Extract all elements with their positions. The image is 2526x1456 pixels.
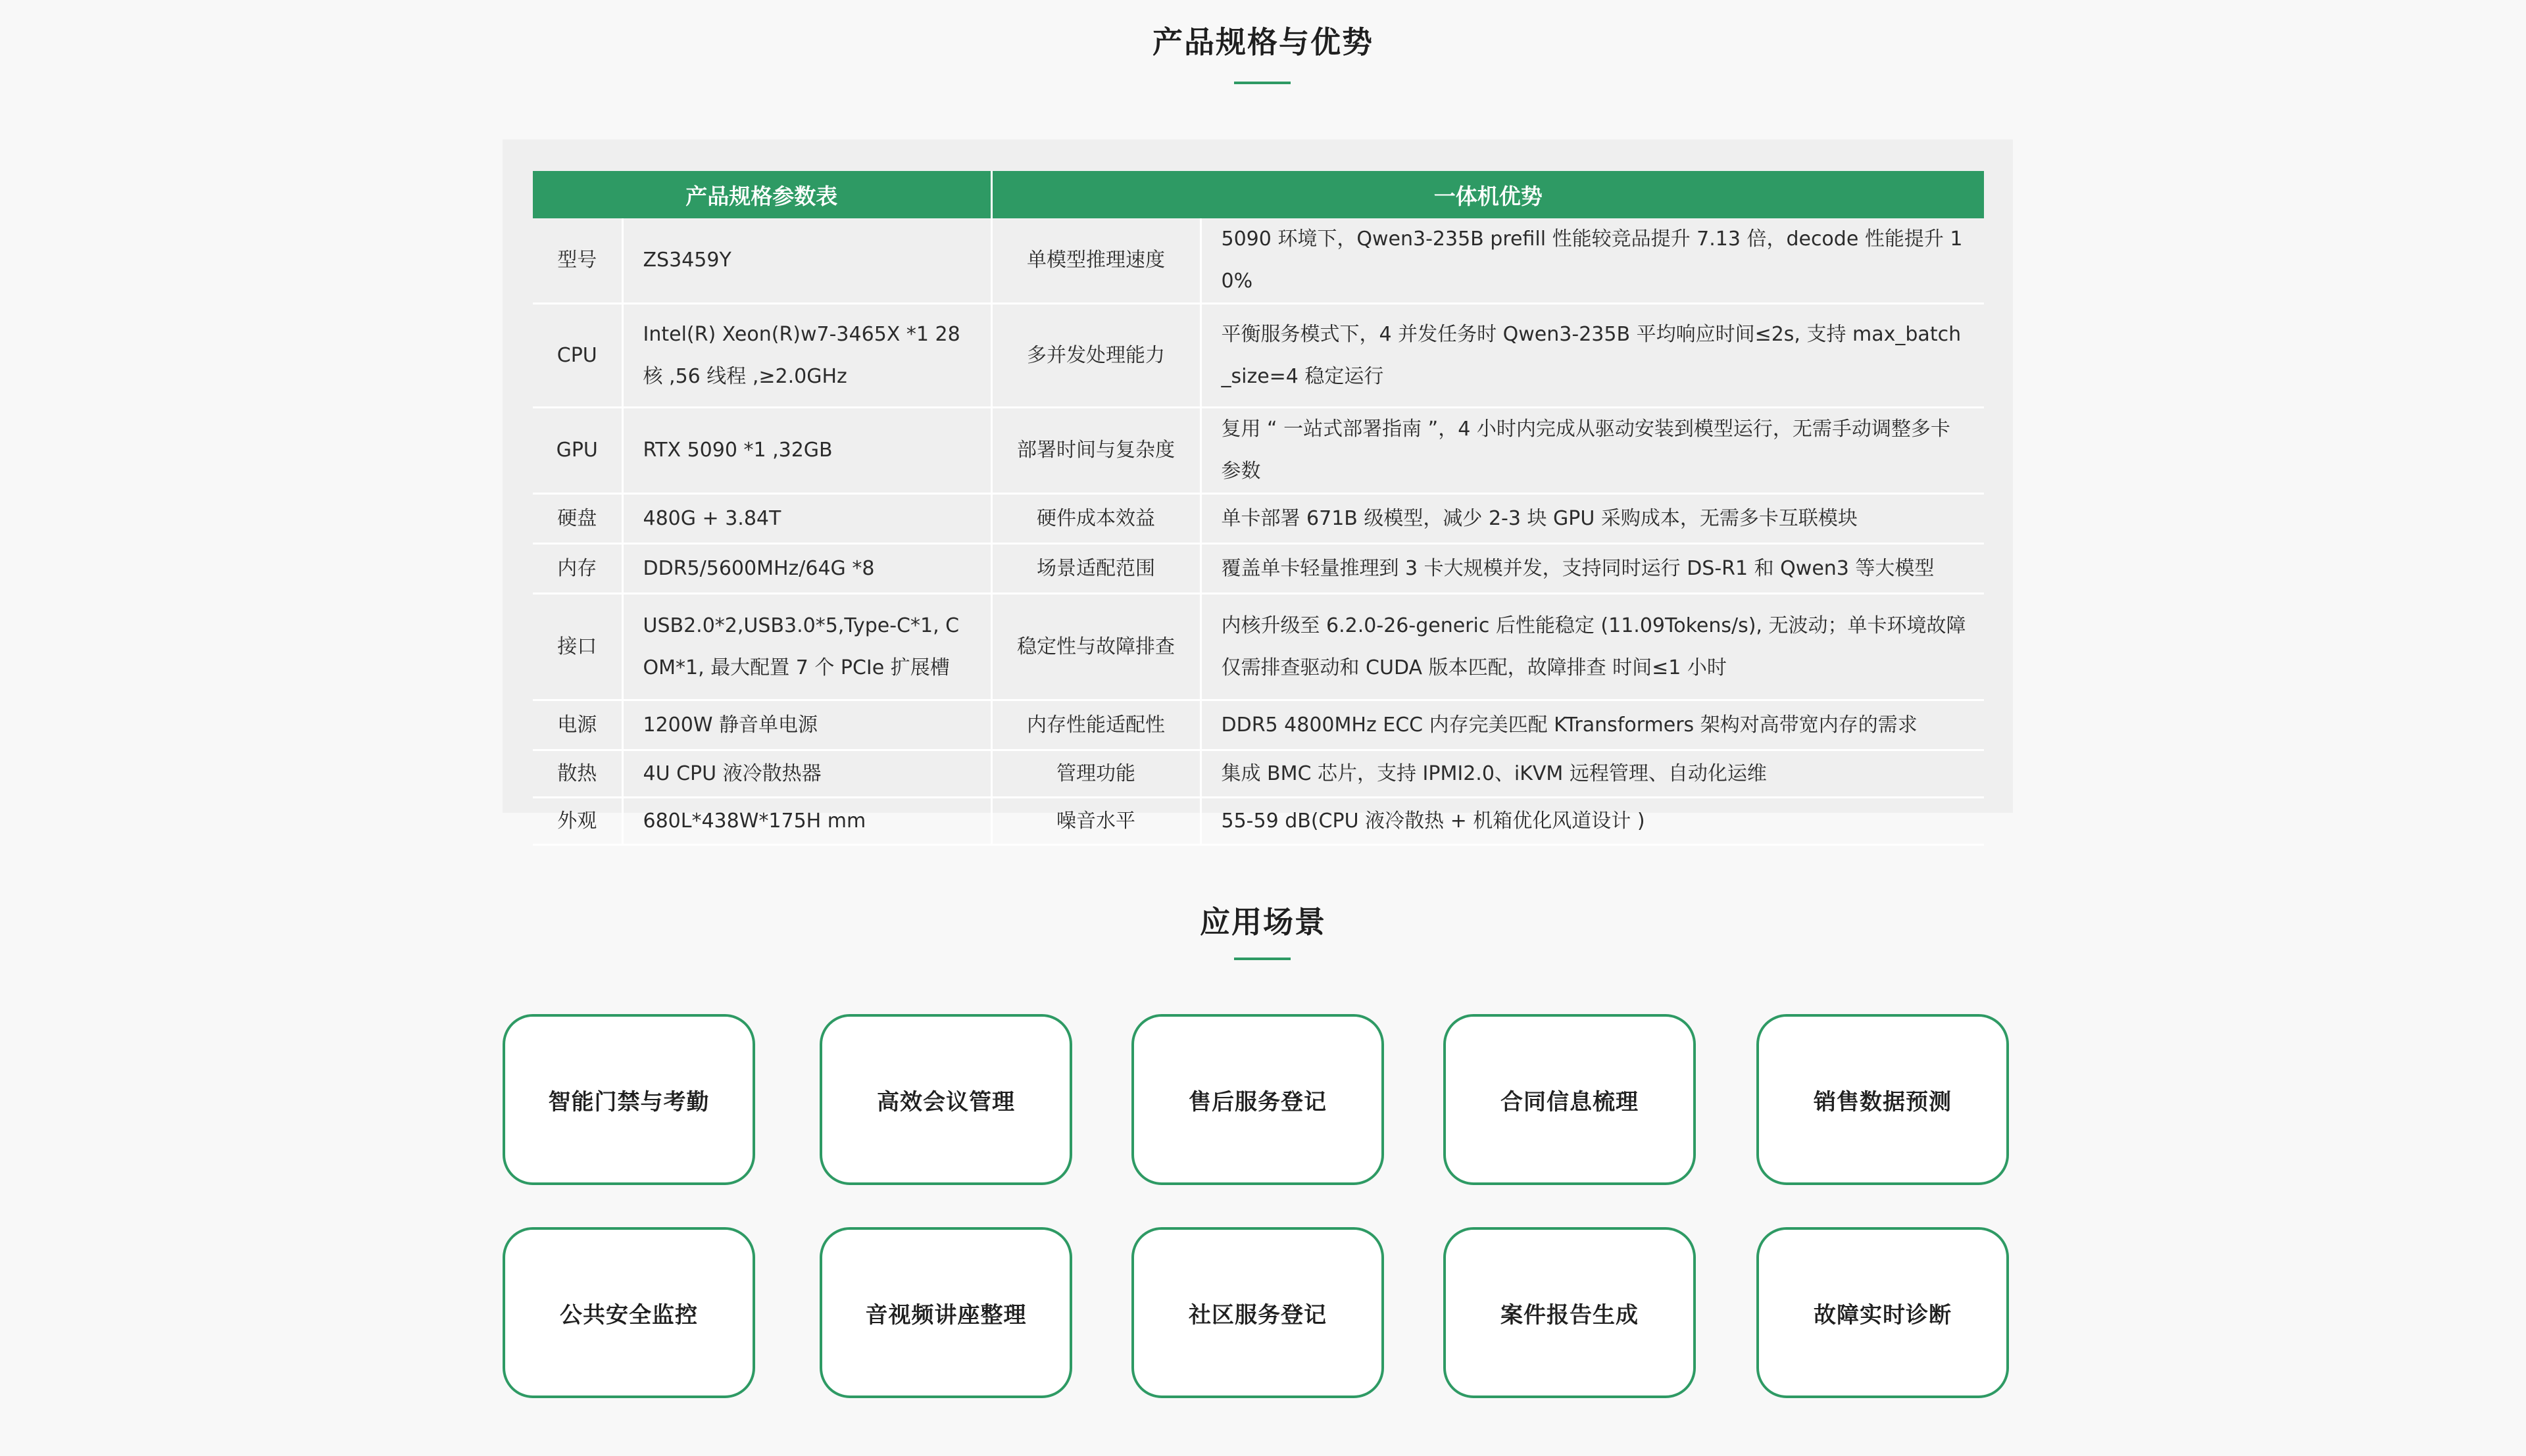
advantage-name: 单模型推理速度 — [991, 218, 1201, 304]
spec-key: GPU — [533, 408, 622, 494]
advantage-desc: 集成 BMC 芯片，支持 IPMI2.0、iKVM 远程管理、自动化运维 — [1201, 750, 1984, 798]
table-row — [533, 408, 1984, 494]
spec-value: Intel(R) Xeon(R)w7-3465X *1 28 核 ,56 线程 ,≥2.0GHz — [622, 304, 991, 408]
header-advantages: 一体机优势 — [991, 171, 1984, 218]
spec-key: 接口 — [533, 594, 622, 700]
app-card-av-lecture[interactable]: 音视频讲座整理 — [820, 1227, 1072, 1398]
advantage-desc: 内核升级至 6.2.0-26-generic 后性能稳定 (11.09Tokens/s), 无波动；单卡环境故障仅需排查驱动和 CUDA 版本匹配，故障排查 时间≤1 小时 — [1201, 594, 1984, 700]
app-card-access-attendance[interactable]: 智能门禁与考勤 — [503, 1014, 755, 1185]
advantage-name: 内存性能适配性 — [991, 700, 1201, 750]
advantage-name: 硬件成本效益 — [991, 494, 1201, 544]
spec-key: 硬盘 — [533, 494, 622, 544]
app-card-after-sales[interactable]: 售后服务登记 — [1131, 1014, 1384, 1185]
app-card-fault-diagnosis[interactable]: 故障实时诊断 — [1756, 1227, 2009, 1398]
spec-key: CPU — [533, 304, 622, 408]
app-card-sales-forecast[interactable]: 销售数据预测 — [1756, 1014, 2009, 1185]
table-row — [533, 798, 1984, 845]
app-card-meeting-management[interactable]: 高效会议管理 — [820, 1014, 1072, 1185]
spec-key: 内存 — [533, 544, 622, 594]
spec-value: USB2.0*2,USB3.0*5,Type-C*1, COM*1, 最大配置 7 个 PCIe 扩展槽 — [622, 594, 991, 700]
advantage-desc: 平衡服务模式下，4 并发任务时 Qwen3-235B 平均响应时间≤2s, 支持 max_batch_size=4 稳定运行 — [1201, 304, 1984, 408]
title-underline-spec — [1234, 82, 1291, 84]
spec-key: 外观 — [533, 798, 622, 845]
advantage-name: 管理功能 — [991, 750, 1201, 798]
spec-value: 680L*438W*175H mm — [622, 798, 991, 845]
spec-key: 散热 — [533, 750, 622, 798]
app-card-public-security[interactable]: 公共安全监控 — [503, 1227, 755, 1398]
table-row — [533, 750, 1984, 798]
page-title-applications: 应用场景 — [1200, 904, 1326, 940]
advantage-desc: 5090 环境下，Qwen3-235B prefill 性能较竞品提升 7.13 倍，decode 性能提升 10% — [1201, 218, 1984, 304]
spec-value: DDR5/5600MHz/64G *8 — [622, 544, 991, 594]
table-row — [533, 218, 1984, 304]
advantage-desc: 复用 “ 一站式部署指南 ”，4 小时内完成从驱动安装到模型运行，无需手动调整多卡参数 — [1201, 408, 1984, 494]
spec-value: 1200W 静音单电源 — [622, 700, 991, 750]
table-row — [533, 304, 1984, 408]
spec-value: 480G + 3.84T — [622, 494, 991, 544]
advantage-desc: DDR5 4800MHz ECC 内存完美匹配 KTransformers 架构对高带宽内存的需求 — [1201, 700, 1984, 750]
page-title-spec: 产品规格与优势 — [1152, 24, 1374, 60]
spec-value: 4U CPU 液冷散热器 — [622, 750, 991, 798]
advantage-desc: 55-59 dB(CPU 液冷散热 + 机箱优化风道设计 ) — [1201, 798, 1984, 845]
spec-value: RTX 5090 *1 ,32GB — [622, 408, 991, 494]
spec-panel — [503, 139, 2013, 833]
app-card-case-report[interactable]: 案件报告生成 — [1443, 1227, 1696, 1398]
spec-table — [533, 171, 1984, 846]
spec-key: 型号 — [533, 218, 622, 304]
app-card-contract-info[interactable]: 合同信息梳理 — [1443, 1014, 1696, 1185]
table-row — [533, 594, 1984, 700]
advantage-desc: 单卡部署 671B 级模型，减少 2-3 块 GPU 采购成本，无需多卡互联模块 — [1201, 494, 1984, 544]
spec-table-header — [533, 171, 1984, 218]
spec-key: 电源 — [533, 700, 622, 750]
table-row — [533, 544, 1984, 594]
advantage-name: 多并发处理能力 — [991, 304, 1201, 408]
advantage-name: 噪音水平 — [991, 798, 1201, 845]
advantage-name: 稳定性与故障排查 — [991, 594, 1201, 700]
advantage-desc: 覆盖单卡轻量推理到 3 卡大规模并发，支持同时运行 DS-R1 和 Qwen3 等大模型 — [1201, 544, 1984, 594]
advantage-name: 部署时间与复杂度 — [991, 408, 1201, 494]
spec-value: ZS3459Y — [622, 218, 991, 304]
title-underline-applications — [1234, 958, 1291, 960]
header-spec-params: 产品规格参数表 — [533, 171, 991, 218]
table-row — [533, 700, 1984, 750]
advantage-name: 场景适配范围 — [991, 544, 1201, 594]
app-card-community-service[interactable]: 社区服务登记 — [1131, 1227, 1384, 1398]
table-row — [533, 494, 1984, 544]
